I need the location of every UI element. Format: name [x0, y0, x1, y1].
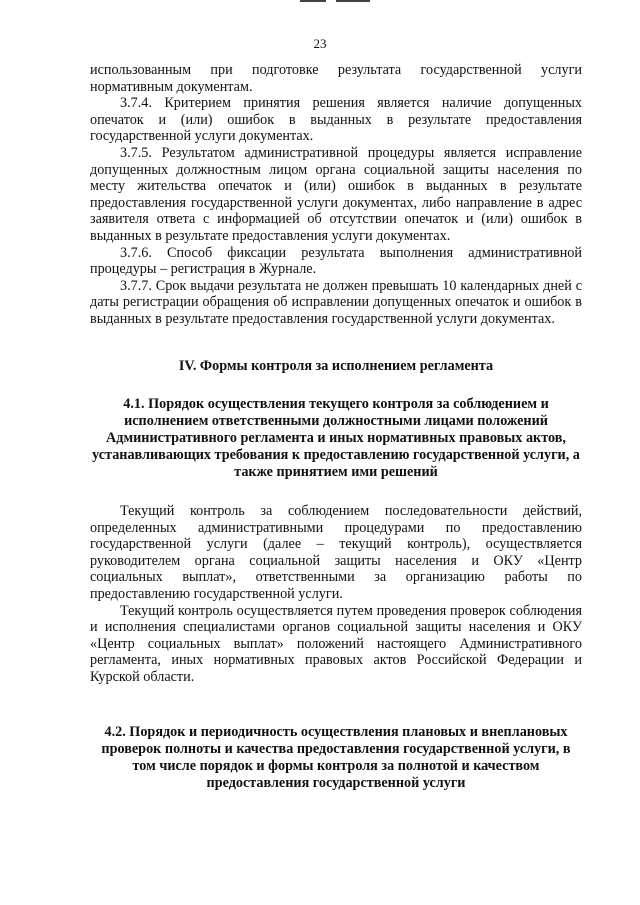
page-number: 23: [313, 36, 327, 51]
paragraph-3-7-6: 3.7.6. Способ фиксации результата выполнения административной процедуры – регистрация в Журнале.: [90, 244, 582, 278]
paragraph-3-7-4: 3.7.4. Критерием принятия решения является наличие допущенных опечаток и (или) ошибок в выданных в результате предоставления государственной услуги документах.: [90, 95, 582, 145]
section-title: IV. Формы контроля за исполнением регламента: [178, 357, 494, 374]
subsection-1-paragraph: Текущий контроль за соблюдением последовательности действий, определенных административными процедурами по предоставлению государственной услуги (далее – текущий контроль), осуществляется руководителем органа социальной защиты населения и ОКУ «Центр социальных выплат», ответственными за организацию работы по предоставлению государственной услуги.: [90, 503, 582, 603]
document-body: [90, 62, 582, 792]
subsection-1-title: 4.1. Порядок осуществления текущего контроля за соблюдением и исполнением ответственными должностными лицами положений Административного регламента и иных нормативных правовых актов, устанавливающих требования к предоставлению государственной услуги, а также принятием ими решений: [92, 396, 580, 481]
paragraph-continuation: использованным при подготовке результата государственной услуги нормативным документам.: [90, 62, 582, 95]
scan-artifact: [336, 0, 370, 2]
subsection-1-paragraph: Текущий контроль осуществляется путем проведения проверок соблюдения и исполнения специалистами органов социальной защиты населения и ОКУ «Центр социальных выплат» положений настоящего Административного регламента, иных нормативных правовых актов Российской Федерации и Курской области.: [90, 602, 582, 686]
paragraph-3-7-7: 3.7.7. Срок выдачи результата не должен превышать 10 календарных дней с даты регистрации обращения об исправлении допущенных опечаток и ошибок в выданных в результате предоставления государственной услуги документах.: [90, 277, 582, 327]
subsection-2-title: 4.2. Порядок и периодичность осуществления плановых и внеплановых проверок полноты и качества предоставления государственной услуги, в том числе порядок и формы контроля за полнотой и качеством предоставления государственной услуги: [101, 723, 571, 791]
scan-artifact: [300, 0, 326, 2]
paragraph-3-7-5: 3.7.5. Результатом административной процедуры является исправление допущенных должностным лицом органа социальной защиты населения по месту жительства опечаток и (или) ошибок в выданных в результате предоставления государственной услуги документах, либо направление в адрес заявителя ответа с информацией об отсутствии опечаток и (или) ошибок в выданных в результате предоставления услуги документах.: [90, 144, 582, 244]
